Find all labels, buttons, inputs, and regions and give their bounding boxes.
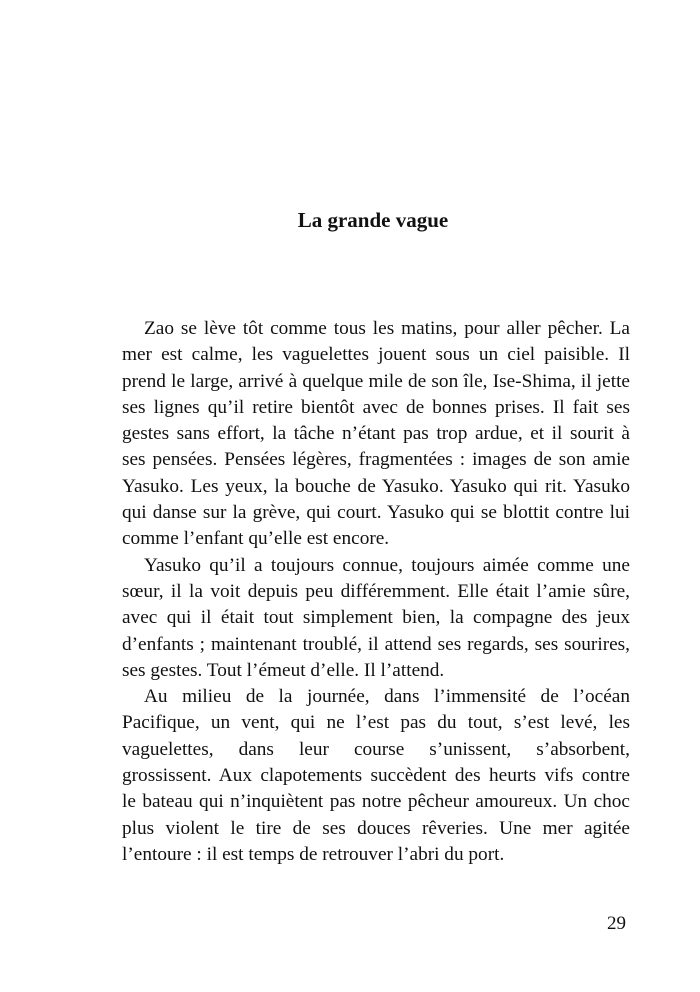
text-line: Au milieu de la journée, dans l’immensité de l’océan [144,686,630,708]
text-line: d’enfants ; maintenant troublé, il attend ses regards, ses sourires, [122,633,630,655]
paragraph [122,684,630,868]
text-line: Yasuko qu’il a toujours connue, toujours aimée comme une [144,554,630,576]
text-line: comme l’enfant qu’elle est encore. [122,528,390,550]
text-line: sœur, il la voit depuis peu différemment. Elle était l’amie sûre, [122,580,630,602]
text-line: plus violent le tire de ses douces rêveries. Une mer agitée [122,817,630,839]
text-line: vaguelettes, dans leur course s’unissent, s’absorbent, [122,738,630,760]
text-line: gestes sans effort, la tâche n’étant pas trop ardue, et il sourit à [122,423,630,445]
text-line: ses lignes qu’il retire bientôt avec de bonnes prises. Il fait ses [122,396,630,418]
page-number: 29 [607,913,626,934]
text-line: ses gestes. Tout l’émeut d’elle. Il l’attend. [122,659,445,681]
body-text [122,316,630,868]
paragraph [122,316,630,553]
text-line: le bateau qui n’inquiètent pas notre pêcheur amoureux. Un choc [122,791,630,813]
text-line: mer est calme, les vaguelettes jouent sous un ciel paisible. Il [122,344,630,366]
text-line: grossissent. Aux clapotements succèdent des heurts vifs contre [122,765,630,787]
text-line: prend le large, arrivé à quelque mile de son île, Ise-Shima, il jette [122,370,630,392]
text-line: ses pensées. Pensées légères, fragmentées : images de son amie [122,449,630,471]
text-line: Pacifique, un vent, qui ne l’est pas du tout, s’est levé, les [122,712,630,734]
text-line: avec qui il était tout simplement bien, la compagne des jeux [122,607,630,629]
chapter-title: La grande vague [297,208,449,232]
text-line: l’entoure : il est temps de retrouver l’abri du port. [122,843,505,865]
text-line: Yasuko. Les yeux, la bouche de Yasuko. Yasuko qui rit. Yasuko [122,475,630,497]
paragraph [122,553,630,684]
text-line: Zao se lève tôt comme tous les matins, pour aller pêcher. La [144,318,630,339]
text-line: qui danse sur la grève, qui court. Yasuko qui se blottit contre lui [122,502,630,524]
